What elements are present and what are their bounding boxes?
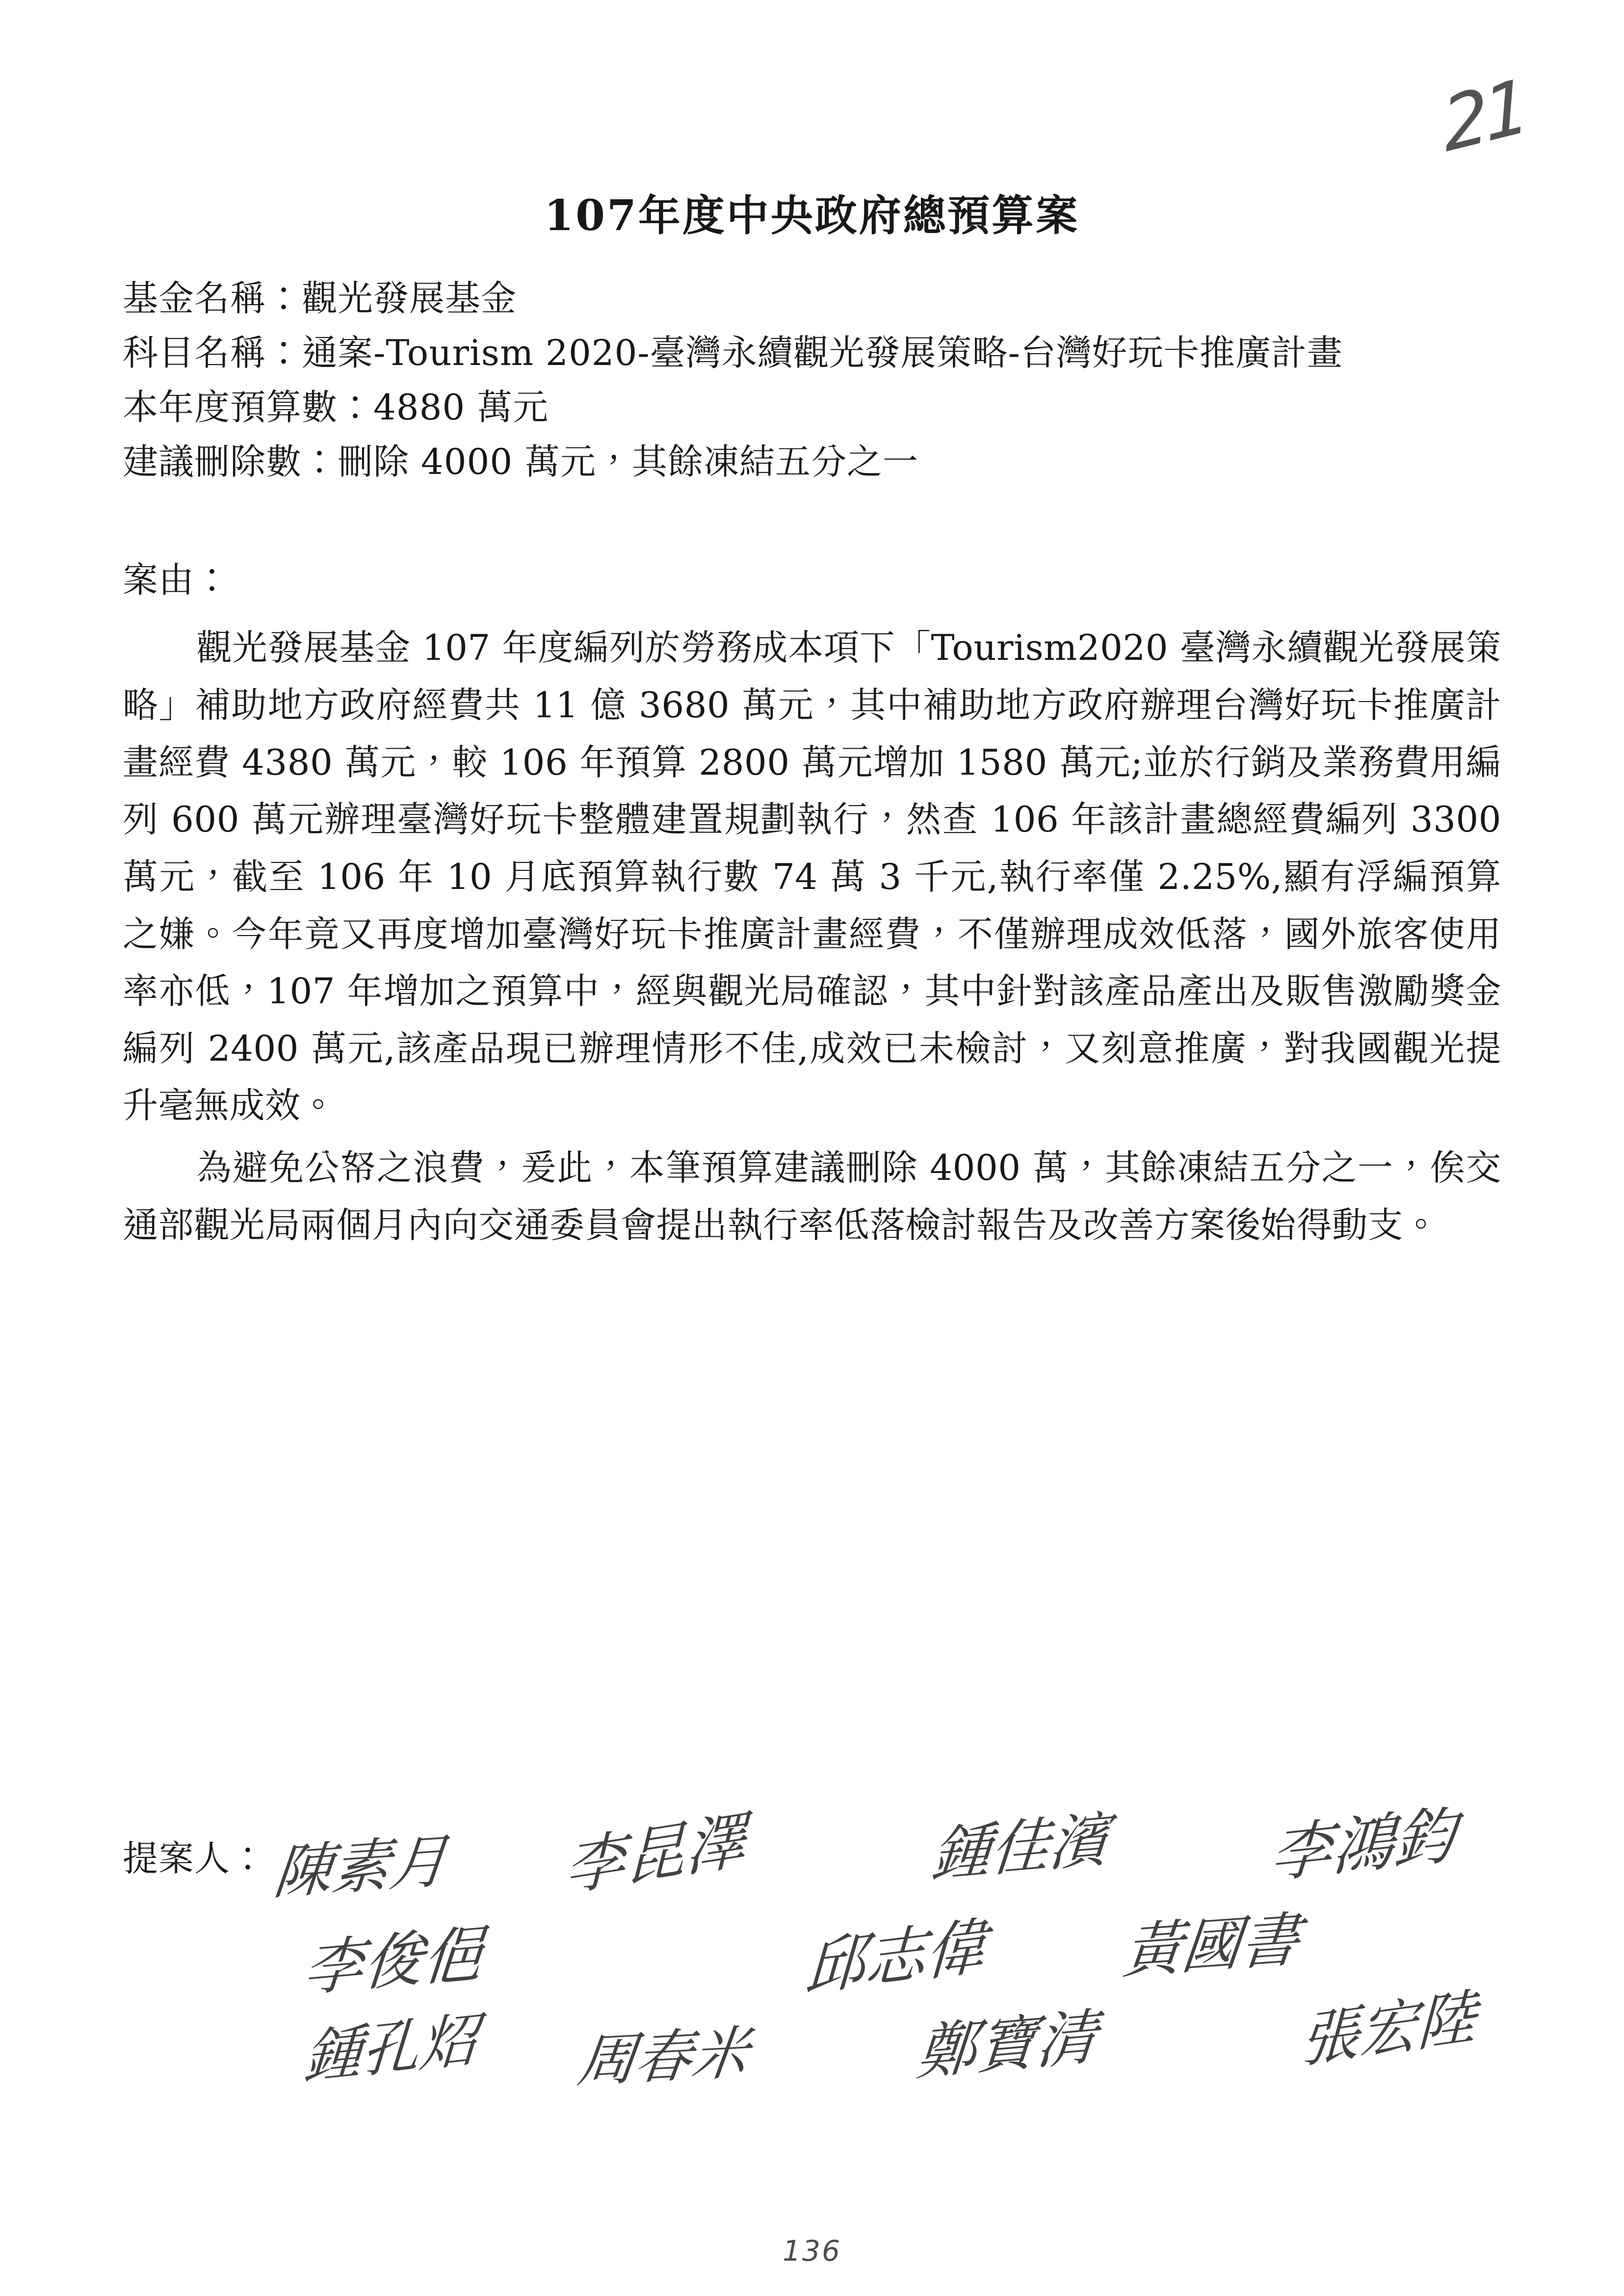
page-title: 107年度中央政府總預算案 (544, 191, 1080, 240)
signature: 鍾孔炤 (302, 2005, 480, 2092)
signature: 李鴻鈞 (1268, 1799, 1458, 1891)
item-name-line: 科目名稱：通案-Tourism 2020-臺灣永續觀光發展策略-台灣好玩卡推廣計畫 (123, 332, 1343, 374)
footer-page-number: 136 (783, 2234, 841, 2268)
signature: 李俊俋 (301, 1918, 486, 2005)
signature: 鄭寶清 (914, 2002, 1100, 2088)
section-label-reason: 案由： (123, 559, 231, 601)
paragraph-2: 為避免公帑之浪費，爰此，本筆預算建議刪除 4000 萬，其餘凍結五分之一，俟交通部觀光局兩個月內向交通委員會提出執行率低落檢討報告及改善方案後始得動支。 (123, 1147, 1501, 1246)
proposer-label: 提案人： (123, 1838, 266, 1879)
signature: 周春米 (574, 2019, 753, 2095)
fund-name-line: 基金名稱：觀光發展基金 (123, 278, 517, 319)
suggested-cut-line: 建議刪除數：刪除 4000 萬元，其餘凍結五分之一 (123, 441, 919, 483)
signature: 黃國書 (1119, 1905, 1303, 1987)
year-budget-line: 本年度預算數：4880 萬元 (123, 387, 549, 428)
paragraph-1: 觀光發展基金 107 年度編列於勞務成本項下「Tourism2020 臺灣永續觀光發展策略」補助地方政府經費共 11 億 3680 萬元，其中補助地方政府辦理台灣好玩卡推廣計畫經費 4380 萬元，較 106 年預算 2800 萬元增加 1580 萬元;並於行銷及業務費用編列 600 萬元辦理臺灣好玩卡整體建置規劃執行，然查 106 年該計畫總經費編列 3300 萬元，截至 106 年 10 月底預算執行數 74 萬 3 千元,執行率僅 2.25%,顯有浮編預算之嫌。今年竟又再度增加臺灣好玩卡推廣計畫經費，不僅辦理成效低落，國外旅客使用率亦低，107 年增加之預算中，經與觀光局確認，其中針對該產品產出及販售激勵獎金編列 2400 萬元,該產品現已辦理情形不佳,成效已未檢討，又刻意推廣，對我國觀光提升毫無成效。 (123, 627, 1501, 1126)
signature: 張宏陸 (1299, 1983, 1477, 2077)
handwritten-page-mark: 21 (1439, 63, 1529, 170)
body-block (123, 619, 1501, 1253)
signature-section (0, 1737, 1624, 2227)
signature: 陳素月 (271, 1826, 451, 1907)
signature: 李昆澤 (564, 1804, 746, 1905)
signature: 邱志偉 (803, 1910, 988, 2005)
meta-block (123, 273, 1501, 488)
signature: 鍾佳濱 (929, 1805, 1111, 1890)
